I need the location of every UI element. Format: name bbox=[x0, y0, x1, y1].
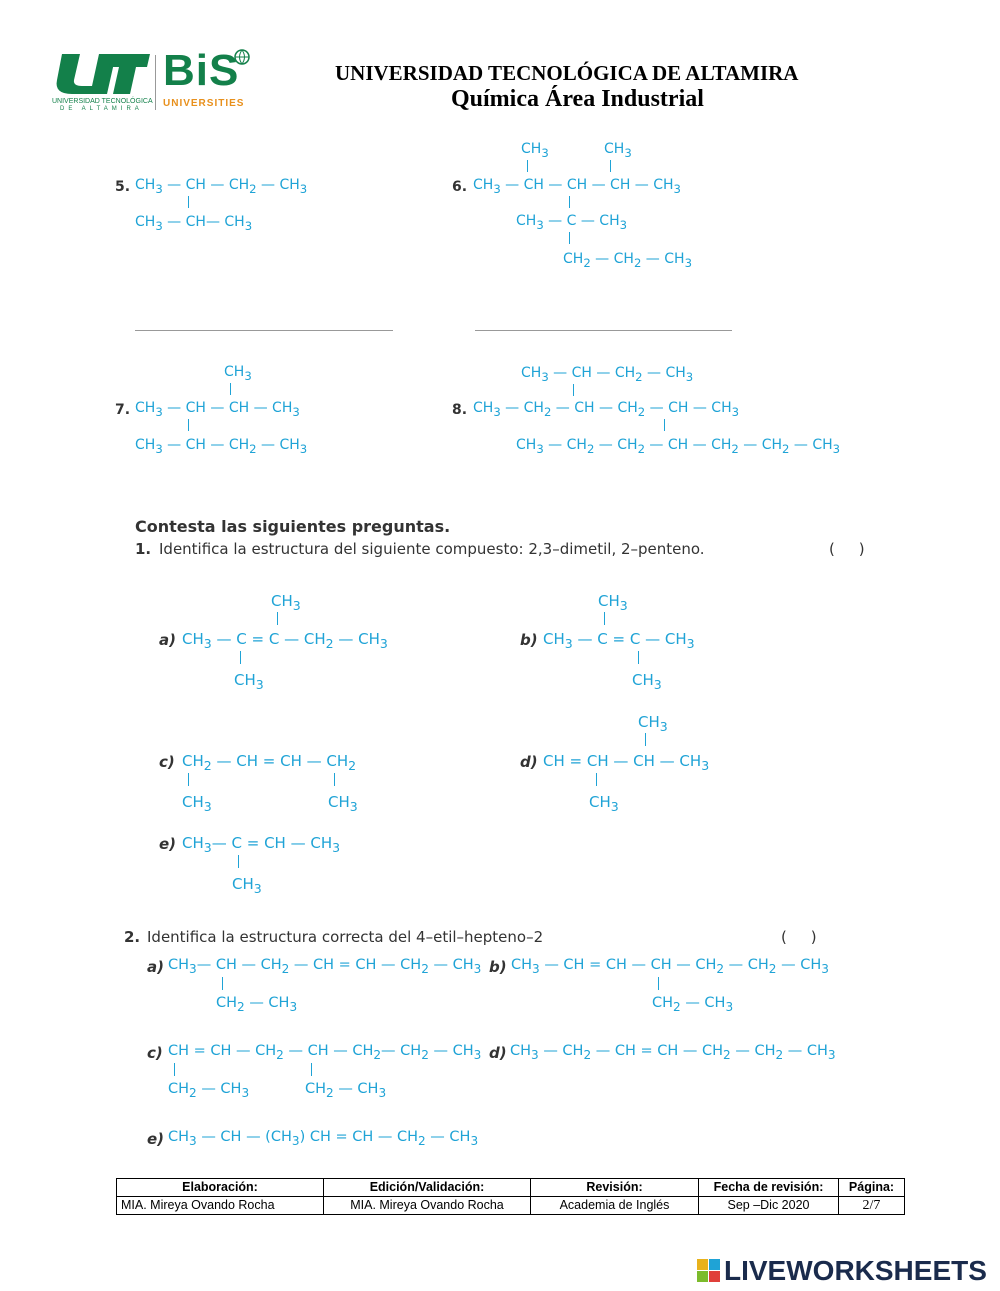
q2-option-c-label[interactable]: c) bbox=[147, 1044, 163, 1062]
exercise-6-main-chain: $CH_3$ — CH — CH — CH — $CH_3$ bbox=[473, 177, 681, 196]
bond bbox=[277, 612, 278, 625]
bond bbox=[638, 651, 639, 664]
ut-logo-subtitle-2: DE ALTAMIRA bbox=[60, 106, 143, 112]
bond bbox=[188, 773, 189, 786]
q2-c-ethyl-right: $CH_2$ — $CH_3$ bbox=[305, 1081, 387, 1100]
bond bbox=[658, 977, 659, 990]
q2-c-ethyl-left: $CH_2$ — $CH_3$ bbox=[168, 1081, 250, 1100]
q1-d-top-ch3: $CH_3$ bbox=[638, 713, 668, 734]
exercise-8-top-chain: $CH_3$ — CH — $CH_2$ — $CH_3$ bbox=[521, 365, 694, 384]
exercise-7-number: 7. bbox=[115, 402, 131, 418]
logo-divider bbox=[155, 55, 156, 110]
q1-c-main-chain: $CH_2$ — CH = CH — $CH_2$ bbox=[182, 752, 357, 773]
exercise-8-number: 8. bbox=[452, 402, 468, 418]
q2-b-main-chain: $CH_3$ — CH = CH — CH — $CH_2$ — $CH_2$ — $CH_3$ bbox=[511, 957, 829, 976]
footer-fecha-header: Fecha de revisión: bbox=[699, 1179, 839, 1197]
q2-option-e-label[interactable]: e) bbox=[147, 1130, 165, 1148]
bond bbox=[240, 651, 241, 664]
exercise-8-bottom-chain: $CH_3$ — $CH_2$ — $CH_2$ — CH — $CH_2$ — $CH_2$ — $CH_3$ bbox=[516, 437, 841, 456]
q2-a-ethyl: $CH_2$ — $CH_3$ bbox=[216, 995, 298, 1014]
footer-revision-value: Academia de Inglés bbox=[531, 1197, 699, 1215]
q1-d-main-chain: CH = CH — CH — $CH_3$ bbox=[543, 752, 710, 773]
footer-pagina-header: Página: bbox=[839, 1179, 905, 1197]
question-1-number: 1. bbox=[135, 540, 152, 558]
bond bbox=[311, 1063, 312, 1076]
q1-d-bottom-ch3: $CH_3$ bbox=[589, 793, 619, 814]
footer-elaboracion-header: Elaboración: bbox=[117, 1179, 324, 1197]
footer-fecha-value: Sep –Dic 2020 bbox=[699, 1197, 839, 1215]
exercise-5-number: 5. bbox=[115, 179, 131, 195]
bond bbox=[174, 1063, 175, 1076]
bond bbox=[230, 383, 231, 395]
bond bbox=[188, 196, 189, 208]
q1-a-main-chain: $CH_3$ — C = C — $CH_2$ — $CH_3$ bbox=[182, 630, 388, 651]
footer-pagina-value: 2/7 bbox=[839, 1197, 905, 1215]
q2-d-main-chain: $CH_3$ — $CH_2$ — CH = CH — $CH_2$ — $CH_2$ — $CH_3$ bbox=[510, 1043, 836, 1062]
exercise-7-line1: $CH_3$ — CH — CH — $CH_3$ bbox=[135, 400, 300, 419]
bond bbox=[188, 419, 189, 431]
q1-b-main-chain: $CH_3$ — C = C — $CH_3$ bbox=[543, 630, 695, 651]
bond bbox=[569, 196, 570, 208]
exercise-5-line1: $CH_3$ — CH — $CH_2$ — $CH_3$ bbox=[135, 177, 308, 196]
bond bbox=[569, 232, 570, 244]
option-a-label[interactable]: a) bbox=[159, 631, 176, 649]
footer-elaboracion-value: MIA. Mireya Ovando Rocha bbox=[117, 1197, 324, 1215]
ut-logo-graphic bbox=[52, 50, 152, 98]
answer-line-5[interactable] bbox=[135, 330, 393, 331]
bond bbox=[645, 733, 646, 746]
exercise-7-top-ch3: $CH_3$ bbox=[224, 364, 252, 383]
q2-option-d-label[interactable]: d) bbox=[489, 1044, 507, 1062]
footer-edicion-value: MIA. Mireya Ovando Rocha bbox=[324, 1197, 531, 1215]
q1-e-main-chain: $CH_3—$ C = CH — $CH_3$ bbox=[182, 834, 341, 855]
subject-title: Química Área Industrial bbox=[451, 86, 704, 112]
q2-option-b-label[interactable]: b) bbox=[489, 958, 507, 976]
bond bbox=[604, 612, 605, 625]
bond bbox=[664, 419, 665, 431]
q1-e-bottom-ch3: $CH_3$ bbox=[232, 875, 262, 896]
bond bbox=[238, 855, 239, 868]
footer-edicion-header: Edición/Validación: bbox=[324, 1179, 531, 1197]
option-d-label[interactable]: d) bbox=[520, 753, 538, 771]
option-e-label[interactable]: e) bbox=[159, 835, 177, 853]
question-1-text: Identifica la estructura del siguiente compuesto: 2,3–dimetil, 2–penteno. bbox=[159, 540, 705, 558]
exercise-6-number: 6. bbox=[452, 179, 468, 195]
exercise-8-main-chain: $CH_3$ — $CH_2$ — CH — $CH_2$ — CH — $CH_3$ bbox=[473, 400, 740, 419]
footer-revision-header: Revisión: bbox=[531, 1179, 699, 1197]
ut-logo bbox=[52, 50, 152, 112]
liveworksheets-watermark: LIVEWORKSHEETS bbox=[724, 1255, 987, 1286]
globe-icon bbox=[234, 49, 250, 69]
section-title: Contesta las siguientes preguntas. bbox=[135, 517, 451, 536]
liveworksheets-logo-icon bbox=[697, 1259, 721, 1283]
q1-b-bottom-ch3: $CH_3$ bbox=[632, 671, 662, 692]
q2-option-a-label[interactable]: a) bbox=[147, 958, 164, 976]
exercise-7-line2: $CH_3$ — CH — $CH_2$ — $CH_3$ bbox=[135, 437, 308, 456]
exercise-6-top-ch3-b: $CH_3$ bbox=[604, 141, 632, 160]
bond bbox=[527, 160, 528, 172]
question-2-number: 2. bbox=[124, 928, 141, 946]
bond bbox=[573, 384, 574, 396]
bis-logo-subtitle: UNIVERSITIES bbox=[163, 98, 245, 109]
bis-logo bbox=[163, 46, 244, 109]
q2-e-main-chain: $CH_3$ — CH — $(CH_3)$ CH = CH — $CH_2$ — $CH_3$ bbox=[168, 1129, 479, 1148]
exercise-6-ethyl-propyl: $CH_2$ — $CH_2$ — $CH_3$ bbox=[563, 251, 692, 270]
option-b-label[interactable]: b) bbox=[520, 631, 538, 649]
exercise-6-branch: $CH_3$ — C — $CH_3$ bbox=[516, 213, 628, 232]
q2-a-main-chain: $CH_3—$ CH — $CH_2$ — CH = CH — $CH_2$ — $CH_3$ bbox=[168, 957, 482, 976]
question-2-text: Identifica la estructura correcta del 4–etil–hepteno–2 bbox=[147, 928, 544, 946]
exercise-5-line2: $CH_3$ — CH— $CH_3$ bbox=[135, 214, 253, 233]
bond bbox=[610, 160, 611, 172]
q1-b-top-ch3: $CH_3$ bbox=[598, 592, 628, 613]
option-c-label[interactable]: c) bbox=[159, 753, 175, 771]
q1-c-right-ch3: $CH_3$ bbox=[328, 793, 358, 814]
bond bbox=[334, 773, 335, 786]
question-2-answer[interactable]: ( ) bbox=[781, 928, 817, 946]
q2-b-ethyl: $CH_2$ — $CH_3$ bbox=[652, 995, 734, 1014]
bis-logo-text: BiS bbox=[163, 46, 240, 95]
ut-logo-subtitle: UNIVERSIDAD TECNOLÓGICA bbox=[52, 98, 153, 105]
q2-c-main-chain: CH = CH — $CH_2$ — CH — $CH_2—$ $CH_2$ — $CH_3$ bbox=[168, 1043, 482, 1062]
bond bbox=[222, 977, 223, 990]
question-1-answer[interactable]: ( ) bbox=[829, 540, 865, 558]
exercise-6-top-ch3-a: $CH_3$ bbox=[521, 141, 549, 160]
footer-table bbox=[116, 1178, 905, 1215]
bond bbox=[596, 773, 597, 786]
q1-a-bottom-ch3: $CH_3$ bbox=[234, 671, 264, 692]
q1-c-left-ch3: $CH_3$ bbox=[182, 793, 212, 814]
q1-a-top-ch3: $CH_3$ bbox=[271, 592, 301, 613]
university-title: UNIVERSIDAD TECNOLÓGICA DE ALTAMIRA bbox=[335, 61, 799, 85]
answer-line-6[interactable] bbox=[475, 330, 732, 331]
